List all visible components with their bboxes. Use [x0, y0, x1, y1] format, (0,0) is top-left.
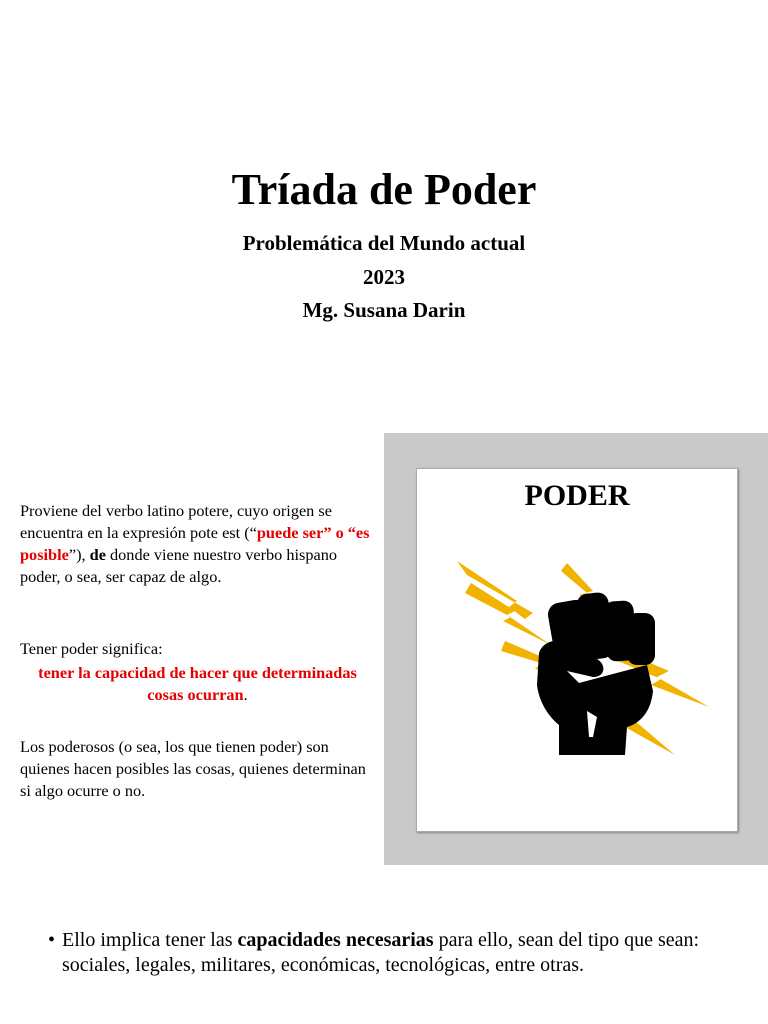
poder-caption: PODER: [524, 479, 630, 512]
bullet-bold: capacidades necesarias: [237, 929, 434, 951]
origin-text-4: donde viene nuestro verbo hispano poder, o sea, ser capaz de algo.: [20, 545, 337, 586]
bullet-text-2: para ello, sean del tipo que sean: sociales, legales, militares, económicas, tecnológicas, entre otras.: [62, 929, 700, 976]
origin-bold: de: [89, 545, 106, 564]
poder-card: [416, 468, 738, 832]
origin-highlight-1: puede ser: [256, 523, 324, 542]
bullet-text-1: Ello implica tener las: [62, 929, 238, 951]
meaning-end: .: [243, 685, 248, 704]
meaning-highlight: tener la capacidad de hacer que determinadas cosas ocurran: [38, 663, 357, 704]
origin-text-1: Proviene del verbo latino potere, cuyo origen se encuentra en la expresión pote est (“: [20, 501, 332, 542]
meaning-label: Tener poder significa:: [20, 639, 163, 658]
origin-text-2: ” o “: [323, 523, 356, 542]
author-subtitle: Mg. Susana Darin: [302, 298, 466, 322]
year-subtitle: 2023: [363, 265, 405, 289]
meaning-highlight-paragraph: [20, 662, 375, 706]
powerful-paragraph: Los poderosos (o sea, los que tienen poder) son quienes hacen posibles las cosas, quienes determinan si algo ocurre o no.: [20, 737, 366, 800]
origin-highlight-2: es posible: [20, 523, 370, 564]
page-title: Tríada de Poder: [231, 165, 537, 214]
raised-fist-lightning-icon: [447, 541, 717, 761]
bullet-point: [48, 928, 742, 978]
course-subtitle: Problemática del Mundo actual: [242, 231, 526, 255]
poder-image-panel: [384, 433, 768, 865]
origin-text-3: ”),: [68, 545, 90, 564]
origin-paragraph: [20, 500, 375, 588]
bullet-dot: •: [48, 929, 56, 951]
